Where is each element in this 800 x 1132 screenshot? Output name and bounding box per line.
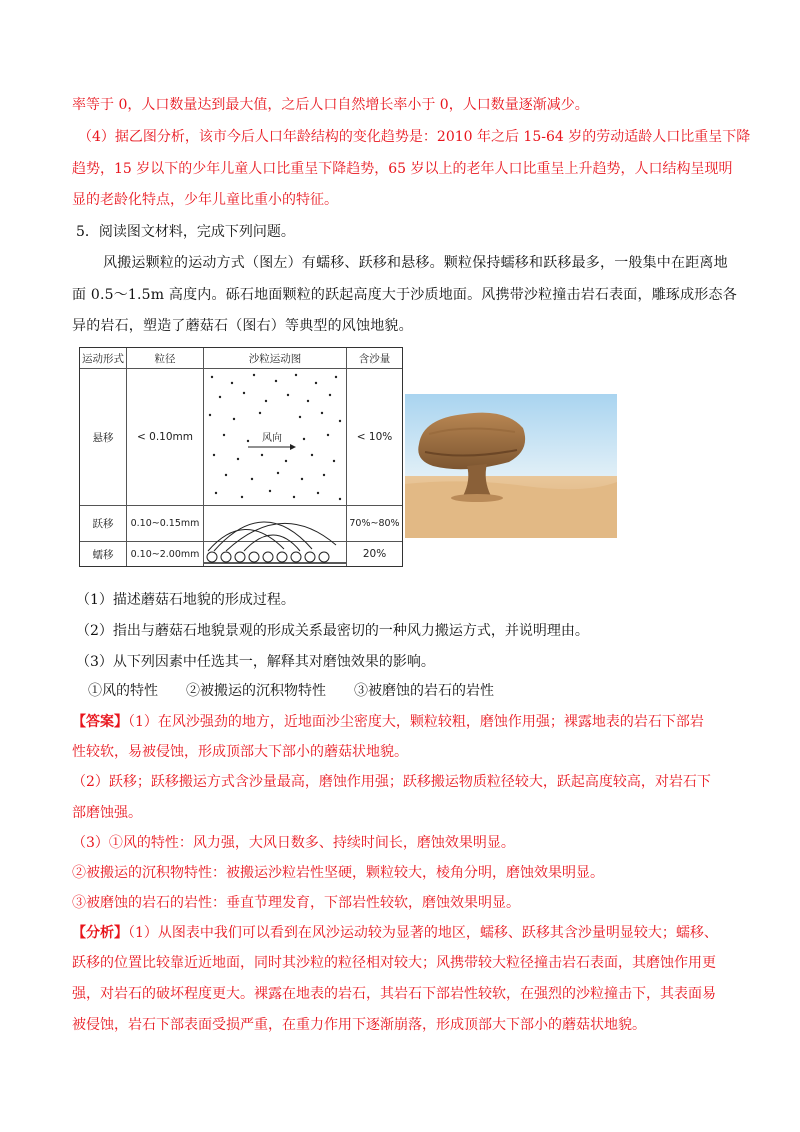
question-5-title: 5．阅读图文材料，完成下列问题。 [76,224,295,240]
header-size: 粒径 [154,352,176,365]
answer-text-1: （1）在风沙强劲的地方，近地面沙尘密度大，颗粒较粗，磨蚀作用强；裸露地表的岩石下部岩 [128,714,704,730]
row-suspension-content: < 10% [356,431,393,443]
answer-continuation-line: 率等于 0，人口数量达到最大值，之后人口自然增长率小于 0，人口数量逐渐减少。 [72,97,589,113]
header-content: 含沙量 [358,352,391,365]
answer-line-6: ②被搬运的沉积物特性：被搬运沙粒岩性坚硬，颗粒较大，棱角分明，磨蚀效果明显。 [72,865,604,881]
analysis-line-4: 被侵蚀，岩石下部表面受损严重，在重力作用下逐渐崩落，形成顶部大下部小的蘑菇状地貌。 [72,1017,646,1033]
analysis-line-1 [72,924,718,942]
answer-4-line-1: （4）据乙图分析，该市今后人口年龄结构的变化趋势是：2010 年之后 15-64 岁的劳动适龄人口比重呈下降 [78,129,751,145]
material-line-2: 面 0.5～1.5m 高度内。砾石地面颗粒的跃起高度大于沙质地面。风携带沙粒撞击岩石表面，雕琢成形态各 [72,287,737,303]
row-creep-content: 20% [362,548,387,560]
answer-4-line-3: 显的老龄化特点，少年儿童比重小的特征。 [72,192,338,208]
answer-tag: 【答案】 [72,714,128,730]
answer-line-3: （2）跃移；跃移搬运方式含沙量最高，磨蚀作用强；跃移搬运物质粒径较大，跃起高度较高，对岩石下 [72,774,711,790]
answer-line-4: 部磨蚀强。 [72,805,142,821]
question-5-3: （3）从下列因素中任选其一，解释其对磨蚀效果的影响。 [76,654,435,670]
answer-line-2: 性较软，易被侵蚀，形成顶部大下部小的蘑菇状地貌。 [72,744,408,760]
header-diagram: 沙粒运动图 [248,352,302,365]
row-saltation-content: 70%~80% [349,518,400,529]
wind-direction-label: 风向 [262,433,282,444]
row-creep-form: 蠕移 [92,548,114,561]
question-5-1: （1）描述蘑菇石地貌的形成过程。 [76,592,295,608]
answer-line-5: （3）①风的特性：风力强，大风日数多、持续时间长，磨蚀效果明显。 [72,835,515,851]
row-suspension-form: 悬移 [92,431,114,444]
analysis-line-2: 跃移的位置比较靠近近地面，同时其沙粒的粒径相对较大；风携带较大粒径撞击岩石表面，其磨蚀作用更 [72,955,716,971]
question-5-2: （2）指出与蘑菇石地貌景观的形成关系最密切的一种风力搬运方式，并说明理由。 [76,623,589,639]
material-line-3: 异的岩石，塑造了蘑菇石（图右）等典型的风蚀地貌。 [72,318,413,334]
mushroom-rock-photo [405,394,617,538]
header-form: 运动形式 [82,352,124,365]
row-saltation-size: 0.10~0.15mm [130,518,200,529]
row-suspension-size: < 0.10mm [137,431,193,443]
answer-4-line-2: 趋势，15 岁以下的少年儿童人口比重呈下降趋势，65 岁以上的老年人口比重呈上升趋势，人口结构呈现明 [72,161,733,177]
question-5-options: ①风的特性 ②被搬运的沉积物特性 ③被磨蚀的岩石的岩性 [88,683,494,699]
answer-line-1 [72,713,704,731]
row-saltation-form: 跃移 [92,518,114,530]
answer-line-7: ③被磨蚀的岩石的岩性：垂直节理发育，下部岩性较软，磨蚀效果明显。 [72,895,520,911]
sand-movement-diagram [204,369,346,566]
wind-transport-table [79,347,403,567]
analysis-tag: 【分析】 [72,925,128,941]
material-line-1: 风搬运颗粒的运动方式（图左）有蠕移、跃移和悬移。颗粒保持蠕移和跃移最多，一般集中在距离地 [103,255,728,271]
row-creep-size: 0.10~2.00mm [130,548,200,560]
analysis-line-3: 强，对岩石的破坏程度更大。裸露在地表的岩石，其岩石下部岩性较软，在强烈的沙粒撞击下，其表面易 [72,986,716,1002]
analysis-text-1: （1）从图表中我们可以看到在风沙运动较为显著的地区，蠕移、跃移其含沙量明显较大；蠕移、 [128,925,718,941]
